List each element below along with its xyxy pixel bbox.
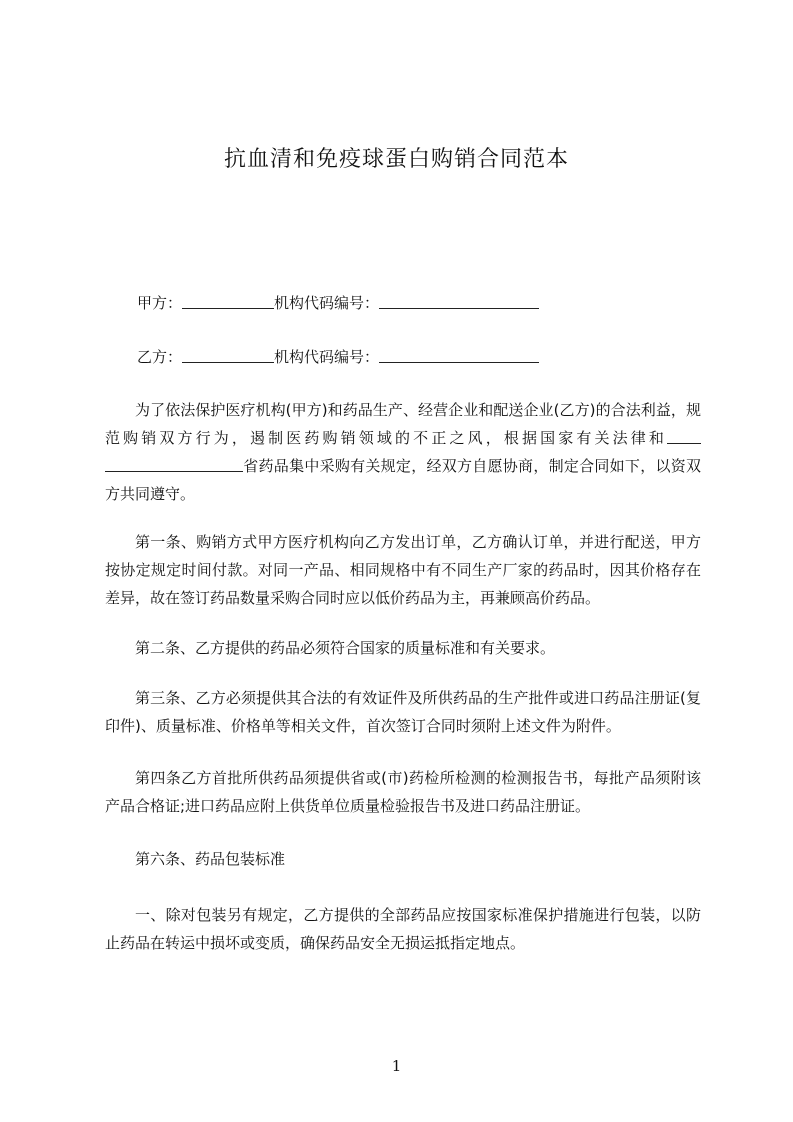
party-a-label: 甲方： [137, 294, 183, 312]
law-blank [667, 429, 701, 444]
paragraph-article-3: 第三条、乙方必须提供其合法的有效证件及所供药品的生产批件或进口药品注册证(复印件)、质量标准、价格单等相关文件，首次签订合同时须附上述文件为附件。 [105, 689, 701, 735]
paragraph-article-2: 第二条、乙方提供的药品必须符合国家的质量标准和有关要求。 [135, 639, 556, 657]
party-a-line [137, 292, 539, 313]
province-blank [105, 457, 243, 472]
paragraph-preamble [105, 396, 701, 508]
party-b-line [137, 346, 539, 367]
paragraph-article-6-heading: 第六条、药品包装标准 [135, 850, 286, 868]
paragraph-article-4: 第四条乙方首批所供药品须提供省或(市)药检所检测的检测报告书，每批产品须附该产品合格证;进口药品应附上供货单位质量检验报告书及进口药品注册证。 [105, 769, 701, 815]
party-a-name-blank [182, 294, 274, 309]
party-a-org-code-label: 机构代码编号： [274, 294, 380, 312]
party-a-org-code-blank [379, 294, 539, 309]
page-number: 1 [391, 1057, 402, 1075]
paragraph-packaging-rule-1: 一、除对包装另有规定，乙方提供的全部药品应按国家标准保护措施进行包装，以防止药品在转运中损坏或变质，确保药品安全无损运抵指定地点。 [105, 906, 701, 952]
party-b-org-code-label: 机构代码编号： [274, 348, 380, 366]
preamble-text-2: 省药品集中采购有关规定，经双方自愿协商，制定合同如下，以资双方共同遵守。 [105, 457, 701, 503]
document-title: 抗血清和免疫球蛋白购销合同范本 [223, 147, 569, 172]
party-b-org-code-blank [379, 348, 539, 363]
party-b-name-blank [182, 348, 274, 363]
party-b-label: 乙方： [137, 348, 183, 366]
paragraph-article-1: 第一条、购销方式甲方医疗机构向乙方发出订单，乙方确认订单，并进行配送，甲方按协定规定时间付款。对同一产品、相同规格中有不同生产厂家的药品时，因其价格存在差异，故在签订药品数量采购合同时应以低价药品为主，再兼顾高价药品。 [105, 533, 701, 607]
preamble-text-1: 为了依法保护医疗机构(甲方)和药品生产、经营企业和配送企业(乙方)的合法利益，规范购销双方行为，遏制医药购销领域的不正之风，根据国家有关法律和 [105, 401, 701, 447]
